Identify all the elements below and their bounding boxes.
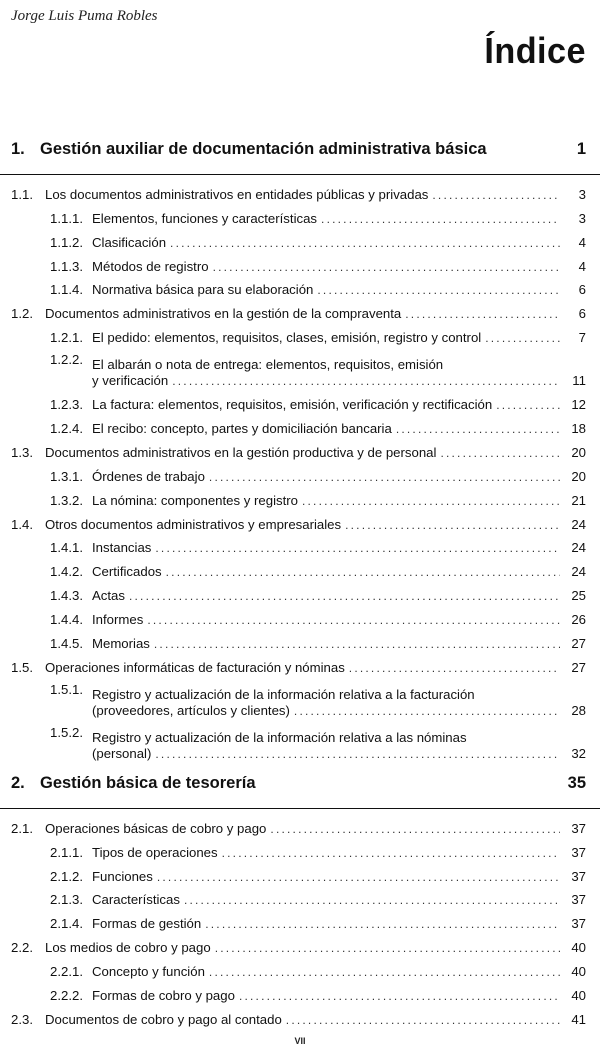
toc-subsection-entry[interactable] <box>0 415 600 439</box>
dot-leader <box>485 330 560 346</box>
entry-body <box>45 306 564 322</box>
entry-number: 1.4.1. <box>50 540 83 556</box>
dot-leader <box>345 517 560 533</box>
entry-number: 2.1. <box>11 820 33 836</box>
entry-page: 37 <box>571 892 586 908</box>
entry-title: Otros documentos administrativos y empresariales <box>45 516 342 532</box>
dot-leader <box>205 916 560 932</box>
toc-section-entry[interactable] <box>0 300 600 324</box>
entry-number: 1.1. <box>11 186 33 202</box>
entry-title: La factura: elementos, requisitos, emisión, verificación y rectificación <box>92 397 493 413</box>
entry-number: 1.4.4. <box>50 612 83 628</box>
entry-number: 1.5.1. <box>50 681 83 697</box>
toc-subsection-entry[interactable] <box>0 558 600 582</box>
toc-subsection-entry[interactable] <box>0 630 600 654</box>
dot-leader <box>129 588 560 604</box>
entry-page: 24 <box>571 516 586 532</box>
dot-leader <box>317 282 560 298</box>
dot-leader <box>222 845 560 861</box>
entry-page: 27 <box>571 659 586 675</box>
entry-number: 1.3.2. <box>50 492 83 508</box>
dot-leader <box>321 211 560 227</box>
toc-subsection-entry[interactable] <box>0 205 600 229</box>
toc-subsection-entry[interactable] <box>0 277 600 301</box>
toc-subsection-entry[interactable] <box>0 982 600 1006</box>
entry-body <box>92 211 564 227</box>
entry-body <box>45 660 564 676</box>
entry-body <box>92 845 564 861</box>
entry-page: 24 <box>571 564 586 580</box>
entry-page: 6 <box>578 282 586 298</box>
dot-leader <box>286 1012 560 1028</box>
toc-subsection-entry[interactable] <box>0 229 600 253</box>
toc-subsection-entry[interactable] <box>0 606 600 630</box>
dot-leader <box>184 892 560 908</box>
entry-page: 12 <box>571 397 586 413</box>
entry-body <box>92 330 564 346</box>
toc-subsection-entry[interactable] <box>0 391 600 415</box>
entry-page: 6 <box>578 306 586 322</box>
toc-subsection-entry[interactable] <box>0 863 600 887</box>
toc-subsection-entry[interactable] <box>0 348 600 391</box>
toc-section-entry[interactable] <box>0 654 600 678</box>
entry-body <box>92 469 564 485</box>
entry-page: 37 <box>571 868 586 884</box>
entry-page: 37 <box>571 844 586 860</box>
entry-body <box>92 357 586 389</box>
entry-body <box>92 235 564 251</box>
entry-body <box>92 869 564 885</box>
entry-number: 1.2.2. <box>50 352 83 368</box>
dot-leader <box>172 373 560 389</box>
entry-title-continued-line <box>92 746 586 762</box>
entry-number: 2.1.1. <box>50 844 83 860</box>
entry-body <box>92 564 564 580</box>
entry-page: 41 <box>571 1011 586 1027</box>
entry-body <box>92 421 564 437</box>
toc-subsection-entry[interactable] <box>0 958 600 982</box>
entry-body <box>92 588 564 604</box>
entry-title: Los medios de cobro y pago <box>45 940 211 956</box>
toc-section-entry[interactable] <box>0 1006 600 1030</box>
entry-title: Características <box>92 892 180 908</box>
entry-number: 1.5. <box>11 659 33 675</box>
entry-body <box>92 397 564 413</box>
toc-section-entry[interactable] <box>0 815 600 839</box>
entry-number: 2.2.1. <box>50 964 83 980</box>
entry-page: 4 <box>578 258 586 274</box>
entry-title-continued: y verificación <box>92 373 169 389</box>
entry-page: 40 <box>571 964 586 980</box>
entry-body <box>92 282 564 298</box>
dot-leader <box>154 636 560 652</box>
entry-page: 27 <box>571 636 586 652</box>
entry-title: El pedido: elementos, requisitos, clases, emisión, registro y control <box>92 330 482 346</box>
entry-page: 4 <box>578 234 586 250</box>
dot-leader <box>155 540 560 556</box>
dot-leader <box>170 235 560 251</box>
toc-subsection-entry[interactable] <box>0 253 600 277</box>
entry-title: Formas de gestión <box>92 916 202 932</box>
entry-body <box>92 916 564 932</box>
entry-body <box>92 493 564 509</box>
entry-body <box>45 517 564 533</box>
entry-number: 1.2.1. <box>50 330 83 346</box>
dot-leader <box>166 564 560 580</box>
chapter-heading[interactable] <box>0 140 600 175</box>
dot-leader <box>440 445 560 461</box>
dot-leader <box>405 306 560 322</box>
dot-leader <box>147 612 560 628</box>
entry-body <box>92 259 564 275</box>
entry-title-continued-line <box>92 703 586 719</box>
entry-page: 28 <box>571 702 586 718</box>
entry-body <box>45 445 564 461</box>
entry-page: 11 <box>572 373 586 389</box>
toc-subsection-entry[interactable] <box>0 463 600 487</box>
entry-number: 1.2. <box>11 306 33 322</box>
entry-title: Documentos administrativos en la gestión de la compraventa <box>45 306 402 322</box>
chapter-title: Gestión auxiliar de documentación administrativa básica <box>40 140 487 158</box>
chapter-heading[interactable] <box>0 774 600 809</box>
table-of-contents <box>0 140 600 1030</box>
entry-number: 1.4.5. <box>50 636 83 652</box>
entry-number: 2.1.3. <box>50 892 83 908</box>
dot-leader <box>294 703 560 719</box>
entry-title: Los documentos administrativos en entidades públicas y privadas <box>45 186 429 202</box>
entry-number: 1.5.2. <box>50 724 83 740</box>
entry-number: 1.3.1. <box>50 468 83 484</box>
dot-leader <box>209 469 560 485</box>
entry-title-continued-line <box>92 373 586 389</box>
entry-page: 32 <box>571 745 586 761</box>
entry-body <box>92 892 564 908</box>
toc-subsection-entry[interactable] <box>0 839 600 863</box>
entry-title: Instancias <box>92 540 152 556</box>
entry-title: Documentos de cobro y pago al contado <box>45 1011 282 1027</box>
dot-leader <box>215 940 560 956</box>
entry-page: 25 <box>571 588 586 604</box>
entry-title: Métodos de registro <box>92 258 209 274</box>
entry-body <box>45 821 564 837</box>
entry-page: 20 <box>571 444 586 460</box>
entry-title: Registro y actualización de la información relativa a la facturación <box>92 686 475 702</box>
dot-leader <box>396 421 560 437</box>
entry-number: 1.1.1. <box>50 210 83 226</box>
chapter-number: 2. <box>11 773 25 792</box>
chapter-number: 1. <box>11 140 25 158</box>
entry-title-continued: (proveedores, artículos y clientes) <box>92 702 290 718</box>
entry-number: 1.4. <box>11 516 33 532</box>
entry-number: 1.2.4. <box>50 421 83 437</box>
entry-title: Registro y actualización de la información relativa a las nóminas <box>92 729 467 745</box>
entry-title: Operaciones informáticas de facturación y nóminas <box>45 659 345 675</box>
dot-leader <box>270 821 560 837</box>
entry-page: 21 <box>571 492 586 508</box>
entry-body <box>92 612 564 628</box>
dot-leader <box>157 869 560 885</box>
entry-number: 1.4.2. <box>50 564 83 580</box>
entry-title: Documentos administrativos en la gestión productiva y de personal <box>45 444 437 460</box>
entry-page: 40 <box>571 940 586 956</box>
entry-body <box>45 1012 564 1028</box>
toc-section-entry[interactable] <box>0 511 600 535</box>
entry-number: 2.1.4. <box>50 916 83 932</box>
entry-body <box>45 187 564 203</box>
entry-page: 20 <box>571 468 586 484</box>
entry-title: Memorias <box>92 636 150 652</box>
entry-number: 2.2.2. <box>50 988 83 1004</box>
entry-number: 2.3. <box>11 1011 33 1027</box>
entry-body <box>92 730 586 762</box>
chapter-page: 35 <box>567 773 586 792</box>
dot-leader <box>213 259 560 275</box>
toc-subsection-entry[interactable] <box>0 535 600 559</box>
entry-page: 40 <box>571 988 586 1004</box>
dot-leader <box>302 493 560 509</box>
entry-page: 26 <box>571 612 586 628</box>
toc-subsection-entry[interactable] <box>0 582 600 606</box>
entry-title: Operaciones básicas de cobro y pago <box>45 820 267 836</box>
entry-number: 1.3. <box>11 444 33 460</box>
page-number-footer: VII <box>294 1036 306 1046</box>
entry-body <box>92 687 586 719</box>
entry-title: Actas <box>92 588 125 604</box>
toc-subsection-entry[interactable] <box>0 721 600 764</box>
entry-title: Normativa básica para su elaboración <box>92 282 314 298</box>
page-title: Índice <box>484 30 586 71</box>
entry-page: 37 <box>571 916 586 932</box>
toc-subsection-entry[interactable] <box>0 910 600 934</box>
entry-title: La nómina: componentes y registro <box>92 492 298 508</box>
dot-leader <box>155 746 560 762</box>
chapter-title: Gestión básica de tesorería <box>40 773 256 792</box>
entry-number: 1.1.4. <box>50 282 83 298</box>
chapter-gap <box>0 764 600 774</box>
entry-page: 37 <box>571 820 586 836</box>
entry-title: Concepto y función <box>92 964 205 980</box>
chapter-page: 1 <box>576 140 586 158</box>
entry-body <box>92 988 564 1004</box>
toc-subsection-entry[interactable] <box>0 678 600 721</box>
toc-section-entry[interactable] <box>0 181 600 205</box>
dot-leader <box>209 964 560 980</box>
dot-leader <box>239 988 560 1004</box>
entry-number: 1.4.3. <box>50 588 83 604</box>
entry-number: 1.1.3. <box>50 258 83 274</box>
entry-page: 7 <box>578 330 586 346</box>
entry-title: Tipos de operaciones <box>92 844 218 860</box>
entry-title: Formas de cobro y pago <box>92 988 235 1004</box>
toc-section-entry[interactable] <box>0 439 600 463</box>
entry-number: 2.1.2. <box>50 868 83 884</box>
entry-title-continued: (personal) <box>92 745 152 761</box>
entry-number: 1.1.2. <box>50 234 83 250</box>
dot-leader <box>432 187 560 203</box>
entry-page: 18 <box>571 421 586 437</box>
entry-body <box>92 636 564 652</box>
toc-subsection-entry[interactable] <box>0 324 600 348</box>
entry-title: El recibo: concepto, partes y domiciliación bancaria <box>92 421 392 437</box>
entry-title: El albarán o nota de entrega: elementos, requisitos, emisión <box>92 357 444 373</box>
entry-title: Órdenes de trabajo <box>92 468 205 484</box>
entry-title: Informes <box>92 612 144 628</box>
entry-title: Certificados <box>92 564 162 580</box>
toc-section-entry[interactable] <box>0 934 600 958</box>
entry-title: Elementos, funciones y características <box>92 210 318 226</box>
entry-title: Funciones <box>92 868 153 884</box>
toc-subsection-entry[interactable] <box>0 487 600 511</box>
author-header: Jorge Luis Puma Robles <box>11 8 158 24</box>
entry-body <box>92 540 564 556</box>
dot-leader <box>496 397 560 413</box>
entry-title: Clasificación <box>92 234 167 250</box>
entry-body <box>45 940 564 956</box>
entry-page: 3 <box>578 186 586 202</box>
entry-page: 3 <box>578 210 586 226</box>
entry-page: 24 <box>571 540 586 556</box>
toc-subsection-entry[interactable] <box>0 887 600 911</box>
entry-number: 2.2. <box>11 940 33 956</box>
entry-number: 1.2.3. <box>50 397 83 413</box>
entry-body <box>92 964 564 980</box>
dot-leader <box>349 660 560 676</box>
